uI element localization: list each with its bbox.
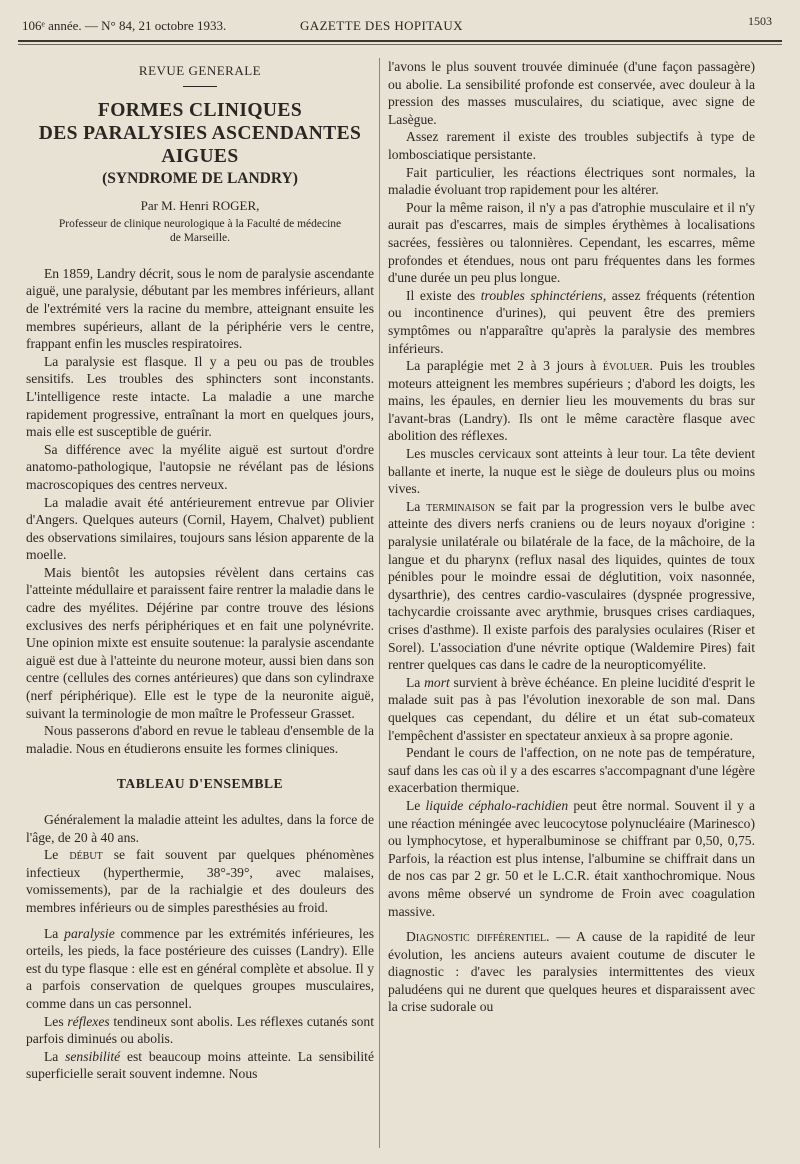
paragraph: Pour la même raison, il n'y a pas d'atrophie musculaire et il n'y aurait pas d'escarres, mais de simples érythèmes à localisations sacrées, fessières ou talonnières. Cependant, les escarres, même profondes et étendues, nous ont paru fréquentes dans les formes d'une durée un peu plus longue.: [388, 199, 755, 286]
italic-term: troubles sphinctériens,: [480, 287, 607, 303]
small-caps-term: début: [69, 847, 103, 863]
article-subtitle: (SYNDROME DE LANDRY): [102, 169, 298, 187]
header-rule: [18, 40, 782, 42]
text: survient à brève échéance. En pleine lucidité d'esprit le malade suit pas à pas l'évolution inexorable de son mal. Dans quelques cas cependant, du délire et un état sub-comateux l'empêchent d'assister en spectateur anxieux à sa propre agonie.: [388, 674, 755, 743]
header-rule-thin: [18, 44, 782, 45]
paragraph: Pendant le cours de l'affection, on ne note pas de température, sauf dans les cas où il y a des escarres s'accompagnant d'une légère exacerbation thermique.: [388, 745, 755, 796]
column-separator: [379, 58, 380, 1148]
paragraph: Fait particulier, les réactions électriques sont normales, la maladie évoluant trop rapidement pour les altérer.: [388, 164, 755, 198]
text: La: [44, 925, 59, 941]
left-column: [26, 58, 374, 1083]
text: Le: [44, 847, 59, 863]
italic-term: paralysie: [64, 925, 115, 941]
subheading: TABLEAU D'ENSEMBLE: [116, 776, 284, 792]
paragraph: Assez rarement il existe des troubles subjectifs à type de lombosciatique persistante.: [388, 129, 755, 162]
paragraph: Généralement la maladie atteint les adultes, dans la force de l'âge, de 20 à 40 ans.: [26, 812, 374, 845]
paragraph: [388, 674, 755, 744]
article-title-line1: FORMES CLINIQUES: [97, 99, 303, 121]
author-byline: Par M. Henri ROGER,: [140, 198, 260, 214]
text: se fait par la progression vers le bulbe avec atteinte des divers nerfs craniens ou de leurs noyaux d'origine : paralysie unilatérale ou bilatérale de la face, de la mâchoire, de la langue et du pharynx (reflux nasal des liquides, quintes de toux pénibles pour le moindre essai de déglutition, voix nasonnée, dysarthrie), des centres cardio-vasculaires (dyspnée progressive, tachycardie croissante avec arythmie, brusques crises cardiaques, crises d'asthme). Il existe parfois des paralysies oculaires (Riser et Sorel). L'association d'une névrite optique (Waldemire Pires) fait rentrer quelques cas dans le cadre de la neuropticomyélite.: [388, 498, 756, 673]
issue-info: 106ᵉ année. — N° 84, 21 octobre 1933.: [22, 18, 227, 33]
paragraph: En 1859, Landry décrit, sous le nom de paralysie ascendante aiguë, une paralysie, débutant par les membres inférieurs, allant de l'extrémité vers la racine du membre, atteignant ensuite les membres supérieurs, allant de la périphérie vers le centre, frappant enfin les muscles respiratoires.: [26, 265, 374, 352]
text: peut être normal. Souvent il y a une réaction méningée avec leucocytose polynucléaire (Marinesco) ou lymphocytose, et hyperalbuminose se chiffrant par 0,50, 0,75. Parfois, la réaction est plus intense, l'albumine se chiffrait dans un de nos cas par 2 gr. 50 et le L.C.R. était xanthochromique. Nous avons même observé un syndrome de Froin avec coagulation massive.: [388, 797, 756, 919]
affiliation-line: Professeur de clinique neurologique à la Faculté de médecine: [58, 217, 342, 230]
paragraph: [26, 925, 374, 1013]
italic-term: sensibilité: [65, 1048, 121, 1064]
page-number: 1503: [748, 14, 772, 28]
section-label: REVUE GENERALE: [138, 63, 262, 78]
text: Puis les troubles moteurs atteignent les membres supérieurs ; d'abord les doigts, les mains, les épaules, en dernier lieu les mouvements du bras sur l'avant-bras (Landry). Ils ont le même caractère flasque avec abolition des réflexes.: [388, 358, 756, 444]
text: Il existe des: [406, 287, 476, 303]
journal-title: GAZETTE DES HOPITAUX: [300, 18, 463, 33]
paragraph: Sa différence avec la myélite aiguë est surtout d'ordre anatomo-pathologique, l'autopsie ne révélant pas de lésions macroscopiques des centres nerveux.: [26, 441, 374, 492]
small-caps-term: terminaison: [426, 498, 496, 514]
text: commence par les extrémités inférieures, les orteils, les pieds, la face postérieure des cuisses (Landry). Elle est du type flasque : elle est en général complète et absolue. Il y a parfois conservation de quelques groupes musculaires, comme dans un cas personnel.: [26, 925, 375, 1011]
text: La: [44, 1048, 59, 1064]
text: La: [406, 674, 421, 690]
paragraph: [388, 498, 755, 674]
paragraph: La maladie avait été antérieurement entrevue par Olivier d'Angers. Quelques auteurs (Cornil, Hayem, Chalvet) publient des observations similaires, toujours sans lésion apparente de la moelle.: [26, 494, 374, 563]
italic-term: réflexes: [67, 1013, 110, 1029]
paragraph: [26, 1048, 374, 1083]
italic-term: mort: [424, 674, 450, 690]
paragraph: [388, 928, 755, 1016]
paragraph: [26, 846, 374, 916]
text: se fait souvent par quelques phénomènes infectieux (hyperthermie, 38°-39°, avec malaises, vomissements), par de la rachialgie et des douleurs des membres inférieurs ou de simples paresthésies au froid.: [26, 847, 374, 915]
text: Les: [44, 1013, 64, 1029]
small-caps-term: évoluer.: [602, 358, 653, 374]
text: La paraplégie met 2 à 3 jours à: [406, 358, 597, 374]
affiliation-line: de Marseille.: [169, 231, 231, 244]
author-affiliation: [26, 217, 374, 245]
paragraph: [388, 797, 755, 920]
running-header: [22, 14, 778, 40]
paragraph: [26, 1013, 374, 1048]
right-column: [388, 58, 755, 1016]
italic-term: liquide céphalo-rachidien: [425, 797, 569, 813]
paragraph: [388, 287, 755, 357]
text: — A cause de la rapidité de leur évolution, les anciens auteurs avaient coutume de discuter le diagnostic : d'avec les paralysies intermittentes des vieux paludéens qui ne durent que quelques heures et disparaissent avec la crise sudorale ou: [388, 929, 755, 1015]
text: La: [406, 498, 421, 514]
paragraph: Les muscles cervicaux sont atteints à leur tour. La tête devient ballante et inerte, la nuque est le siège de douleurs plus ou moins vives.: [388, 446, 755, 497]
text: tendineux sont abolis. Les réflexes cutanés sont parfois diminués ou abolis.: [26, 1013, 374, 1047]
text: assez fréquents (rétention ou incontinence d'urines), qui peuvent être des premiers symptômes ou n'apparaître qu'après la paralysie des membres inférieurs.: [388, 287, 755, 356]
paragraph: [388, 357, 755, 445]
small-caps-heading: Diagnostic différentiel.: [406, 929, 550, 945]
paragraph: La paralysie est flasque. Il y a peu ou pas de troubles sensitifs. Les troubles des sphincters sont inconstants. L'intelligence reste intacte. La maladie a une marche rapidement progressive, entraînant la mort en quelques jours, mais elle est susceptible de guérir.: [26, 353, 374, 440]
text: Le: [406, 797, 421, 813]
section-rule: [183, 86, 217, 87]
paragraph: l'avons le plus souvent trouvée diminuée (d'une façon passagère) ou abolie. La sensibilité profonde est conservée, avec douleur à la pression des masses musculaires, du sciatique, avec signe de Lasègue.: [388, 59, 755, 127]
paragraph: Nous passerons d'abord en revue le tableau d'ensemble de la maladie. Nous en étudierons ensuite les formes cliniques.: [26, 723, 374, 756]
article-title-line2: DES PARALYSIES ASCENDANTES AIGUES: [38, 122, 362, 167]
text: est beaucoup moins atteinte. La sensibilité superficielle serait souvent indemne. Nous: [26, 1048, 374, 1082]
paragraph: Mais bientôt les autopsies révèlent dans certains cas l'atteinte médullaire et paraissent faire rentrer la maladie dans le cadre des myélites. Déjérine par contre trouve des lésions exclusives des nerfs périphériques et en fait une polynévrite. Une opinion mixte est ensuite soutenue: la paralysie ascendante aiguë est due à l'atteinte du neurone moteur, aussi bien dans son centre (cellules des cornes antérieures) que dans son cylindraxe (nerf périphérique). Elle est le type de la neuronite aiguë, suivant la terminologie de mon maître le Professeur Grasset.: [26, 564, 374, 721]
